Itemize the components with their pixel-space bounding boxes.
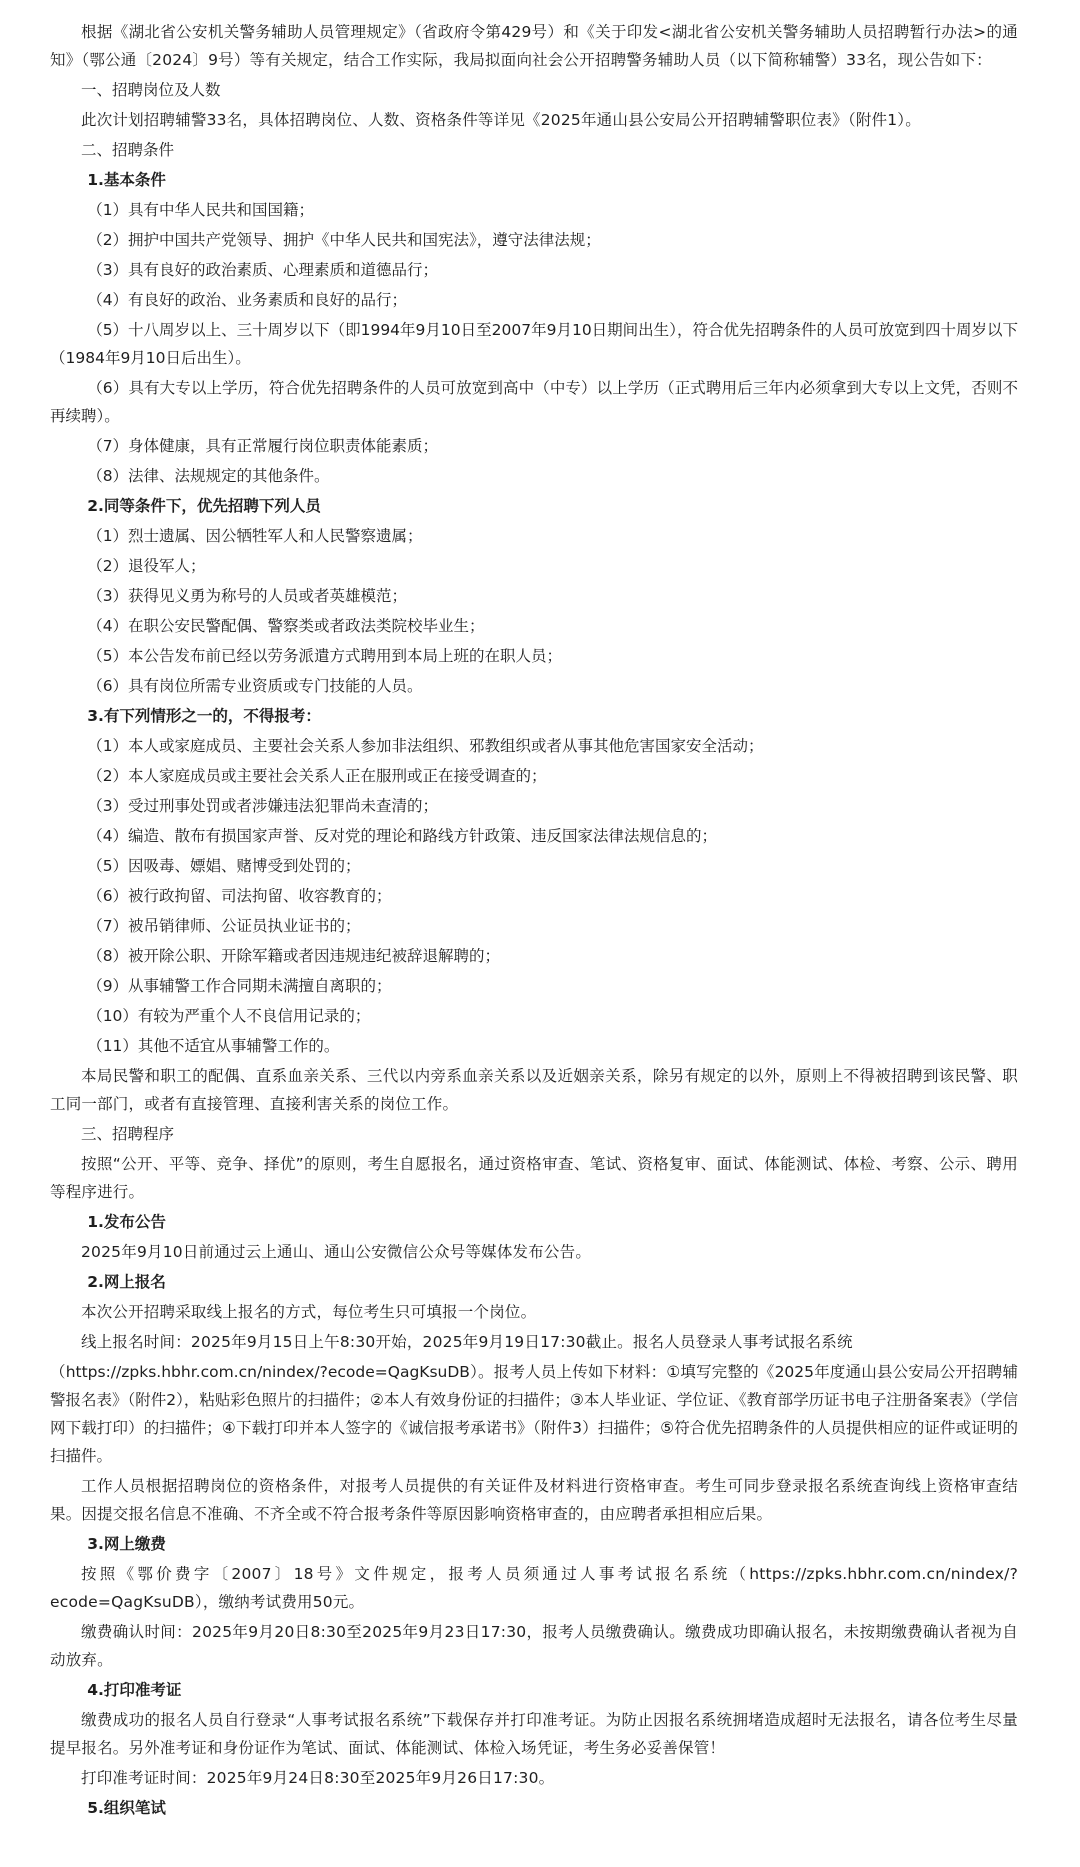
- priority-item: （1）烈士遗属、因公牺牲军人和人民警察遗属；: [87, 527, 423, 545]
- print-admission-heading: 4.打印准考证: [87, 1681, 182, 1699]
- print-admission-body-1: 缴费成功的报名人员自行登录“人事考试报名系统”下载保存并打印准考证。为防止因报名系统拥堵造成超时无法报名，请各位考生尽量提早报名。另外准考证和身份证作为笔试、面试、体能测试、体检入场凭证，考生务必妥善保管！: [50, 1711, 1018, 1757]
- written-exam-heading: 5.组织笔试: [87, 1799, 166, 1817]
- priority-heading: 2.同等条件下，优先招聘下列人员: [87, 497, 321, 515]
- online-payment-body-1: 按照《鄂价费字〔2007〕18号》文件规定，报考人员须通过人事考试报名系统（https://zpks.hbhr.com.cn/nindex/?ecode=QagKsuDB），缴纳考试费用50元。: [50, 1565, 1018, 1611]
- excluded-item: （8）被开除公职、开除军籍或者因违规违纪被辞退解聘的；: [87, 947, 501, 965]
- print-admission-body-2: 打印准考证时间：2025年9月24日8:30至2025年9月26日17:30。: [81, 1769, 555, 1787]
- priority-item: （2）退役军人；: [87, 557, 206, 575]
- priority-item: （6）具有岗位所需专业资质或专门技能的人员。: [87, 677, 423, 695]
- section-1-heading: 一、招聘岗位及人数: [81, 81, 221, 99]
- excluded-item: （9）从事辅警工作合同期未满擅自离职的；: [87, 977, 392, 995]
- online-payment-heading: 3.网上缴费: [87, 1535, 166, 1553]
- excluded-item: （2）本人家庭成员或主要社会关系人正在服刑或正在接受调查的；: [87, 767, 547, 785]
- section-3-body: 按照“公开、平等、竞争、择优”的原则，考生自愿报名，通过资格审查、笔试、资格复审、面试、体能测试、体检、考察、公示、聘用等程序进行。: [50, 1155, 1018, 1201]
- basic-condition-item: （5）十八周岁以上、三十周岁以下（即1994年9月10日至2007年9月10日期间出生），符合优先招聘条件的人员可放宽到四十周岁以下（1984年9月10日后出生）。: [50, 321, 1018, 367]
- online-registration-body-2: 线上报名时间：2025年9月15日上午8:30开始，2025年9月19日17:30截止。报名人员登录人事考试报名系统: [81, 1333, 853, 1351]
- excluded-item: （1）本人或家庭成员、主要社会关系人参加非法组织、邪教组织或者从事其他危害国家安全活动；: [87, 737, 764, 755]
- excluded-item: （10）有较为严重个人不良信用记录的；: [87, 1007, 371, 1025]
- basic-condition-item: （6）具有大专以上学历，符合优先招聘条件的人员可放宽到高中（中专）以上学历（正式聘用后三年内必须拿到大专以上文凭，否则不再续聘）。: [50, 379, 1018, 425]
- excluded-item: （7）被吊销律师、公证员执业证书的；: [87, 917, 361, 935]
- basic-condition-item: （7）身体健康，具有正常履行岗位职责体能素质；: [87, 437, 439, 455]
- section-2-heading: 二、招聘条件: [81, 141, 175, 159]
- online-payment-body-2: 缴费确认时间：2025年9月20日8:30至2025年9月23日17:30，报考人员缴费确认。缴费成功即确认报名，未按期缴费确认者视为自动放弃。: [50, 1623, 1018, 1669]
- basic-condition-item: （4）有良好的政治、业务素质和良好的品行；: [87, 291, 408, 309]
- excluded-item: （3）受过刑事处罚或者涉嫌违法犯罪尚未查清的；: [87, 797, 439, 815]
- publish-body: 2025年9月10日前通过云上通山、通山公安微信公众号等媒体发布公告。: [81, 1243, 592, 1261]
- excluded-item: （4）编造、散布有损国家声誉、反对党的理论和路线方针政策、违反国家法律法规信息的；: [87, 827, 718, 845]
- online-registration-body-3: （https://zpks.hbhr.com.cn/nindex/?ecode=QagKsuDB）。报考人员上传如下材料：①填写完整的《2025年度通山县公安局公开招聘辅警报名表》（附件2），粘贴彩色照片的扫描件；②本人有效身份证的扫描件；③本人毕业证、学位证、《教育部学历证书电子注册备案表》（学信网下载打印）的扫描件；④下载打印并本人签字的《诚信报考承诺书》（附件3）扫描件；⑤符合优先招聘条件的人员提供相应的证件或证明的扫描件。: [50, 1363, 1018, 1465]
- qualification-review-paragraph: 工作人员根据招聘岗位的资格条件，对报考人员提供的有关证件及材料进行资格审查。考生可同步登录报名系统查询线上资格审查结果。因提交报名信息不准确、不齐全或不符合报考条件等原因影响资格审查的，由应聘者承担相应后果。: [50, 1477, 1018, 1523]
- excluded-heading: 3.有下列情形之一的，不得报考：: [87, 707, 321, 725]
- excluded-item: （11）其他不适宜从事辅警工作的。: [87, 1037, 340, 1055]
- basic-condition-item: （2）拥护中国共产党领导、拥护《中华人民共和国宪法》，遵守法律法规；: [87, 231, 601, 249]
- intro-paragraph: 根据《湖北省公安机关警务辅助人员管理规定》（省政府令第429号）和《关于印发<湖北省公安机关警务辅助人员招聘暂行办法>的通知》（鄂公通〔2024〕9号）等有关规定，结合工作实际，我局拟面向社会公开招聘警务辅助人员（以下简称辅警）33名，现公告如下：: [50, 23, 1018, 69]
- section-1-body: 此次计划招聘辅警33名，具体招聘岗位、人数、资格条件等详见《2025年通山县公安局公开招聘辅警职位表》（附件1）。: [81, 111, 921, 129]
- online-registration-body-1: 本次公开招聘采取线上报名的方式，每位考生只可填报一个岗位。: [81, 1303, 537, 1321]
- priority-item: （5）本公告发布前已经以劳务派遣方式聘用到本局上班的在职人员；: [87, 647, 563, 665]
- basic-condition-item: （1）具有中华人民共和国国籍；: [87, 201, 315, 219]
- priority-item: （3）获得见义勇为称号的人员或者英雄模范；: [87, 587, 408, 605]
- excluded-item: （5）因吸毒、嫖娼、赌博受到处罚的；: [87, 857, 361, 875]
- basic-condition-item: （3）具有良好的政治素质、心理素质和道德品行；: [87, 261, 439, 279]
- publish-heading: 1.发布公告: [87, 1213, 166, 1231]
- excluded-item: （6）被行政拘留、司法拘留、收容教育的；: [87, 887, 392, 905]
- basic-conditions-heading: 1.基本条件: [87, 171, 166, 189]
- priority-item: （4）在职公安民警配偶、警察类或者政法类院校毕业生；: [87, 617, 485, 635]
- online-registration-heading: 2.网上报名: [87, 1273, 166, 1291]
- section-3-heading: 三、招聘程序: [81, 1125, 175, 1143]
- basic-condition-item: （8）法律、法规规定的其他条件。: [87, 467, 330, 485]
- avoidance-paragraph: 本局民警和职工的配偶、直系血亲关系、三代以内旁系血亲关系以及近姻亲关系，除另有规定的以外，原则上不得被招聘到该民警、职工同一部门，或者有直接管理、直接利害关系的岗位工作。: [50, 1067, 1018, 1113]
